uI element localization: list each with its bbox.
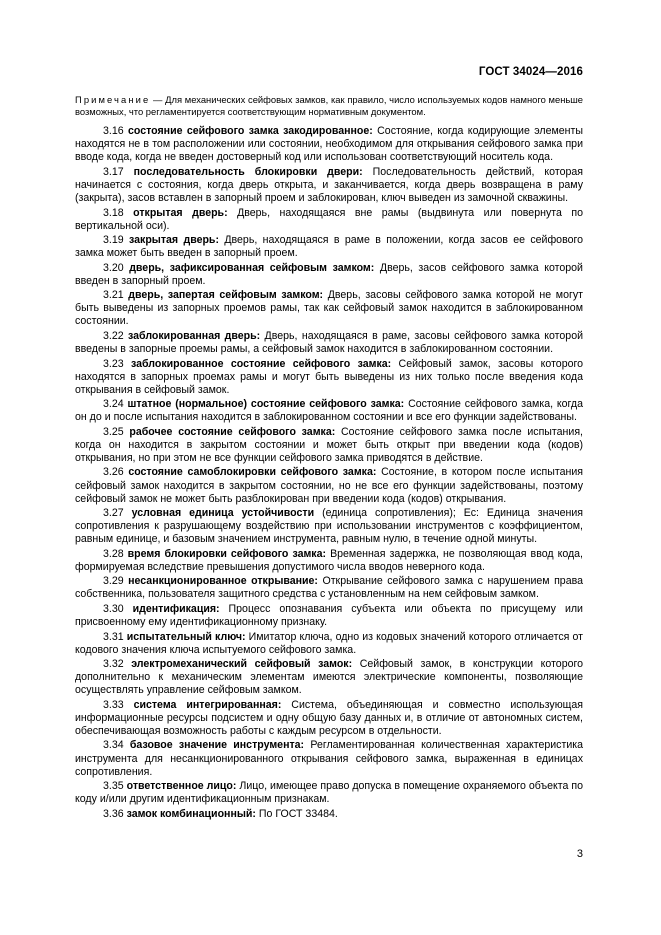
entry-definition: Лицо, имеющее право допуска в помещение охраняемого объекта по коду и/или другим идентификационным признакам. — [75, 780, 583, 806]
entry-term: состояние сейфового замка закодированное: — [128, 125, 373, 138]
entry-number: 3.28 — [103, 547, 124, 560]
definition-entry — [75, 166, 583, 205]
standard-number: ГОСТ 34024—2016 — [478, 66, 583, 78]
entry-definition: (единица сопротивления); Ес: Единица значения сопротивления к разрушающему воздействию при использовании инструментов с коэффициентом, равным единице, и базовым значением инструмента, равным нулю, в течение одной минуты. — [75, 507, 583, 546]
definition-entry — [75, 330, 583, 356]
entry-definition: Временная задержка, не позволяющая ввод кода, формируемая вследствие превышения допустимого числа вводов неверного кода. — [75, 547, 584, 573]
definition-entry — [75, 699, 583, 738]
entry-term: базовое значение инструмента: — [129, 739, 305, 752]
entry-term: несанкционированное открывание: — [128, 575, 318, 588]
entry-number: 3.19 — [103, 234, 124, 247]
entry-number: 3.27 — [103, 507, 124, 520]
definition-entry — [75, 358, 583, 397]
definitions-list — [75, 125, 583, 821]
entry-definition: Состояние сейфового замка после испытания, когда он находится в закрытом состоянии и может быть открыт при введении кода (кодов) открывания, но при этом не все функции сейфового замка приводятся в действие. — [75, 425, 583, 464]
entry-number: 3.20 — [103, 261, 124, 274]
definition-entry — [75, 234, 583, 260]
entry-term: закрытая дверь: — [129, 234, 219, 247]
entry-definition: Дверь, засов сейфового замка которой введен в запорный проем. — [75, 261, 583, 287]
definition-entry — [75, 289, 583, 328]
entry-term: идентификация: — [132, 602, 220, 615]
definition-entry — [75, 780, 583, 806]
definition-entry — [75, 658, 583, 697]
entry-number: 3.36 — [103, 807, 124, 820]
page-number: 3 — [576, 848, 583, 860]
entry-definition: Регламентированная количественная характеристика инструмента для несанкционированного открывания сейфового замка, выраженная в единицах сопротивления. — [75, 739, 584, 778]
entry-term: электромеханический сейфовый замок: — [131, 658, 353, 671]
definition-entry — [75, 398, 583, 424]
entry-term: дверь, зафиксированная сейфовым замком: — [129, 261, 375, 274]
entry-definition: Система, объединяющая и совместно использующая информационные ресурсы подсистем и одну общую базу данных и, в отличие от автономных систем, обеспечивающая возможность работы с каждым ресурсом в отдельности. — [75, 698, 583, 737]
entry-term: дверь, запертая сейфовым замком: — [128, 289, 324, 302]
entry-definition: Состояние, когда кодирующие элементы находятся не в том расположении или состоянии, необходимом для открывания сейфового замка при вводе кода, когда не введен достоверный код или использован соответствующий носитель кода. — [75, 125, 583, 164]
entry-number: 3.34 — [103, 739, 124, 752]
definition-entry — [75, 262, 583, 288]
entry-number: 3.16 — [103, 125, 124, 138]
definition-entry — [75, 631, 583, 657]
entry-definition: Открывание сейфового замка с нарушением права собственника, пользователя защитного средства с установленным на нем сейфовым замком. — [75, 575, 583, 601]
definition-entry — [75, 125, 583, 164]
entry-definition: Состояние, в котором после испытания сейфовый замок находится в закрытом состоянии, но не все его функции задействованы, поэтому сейфовый замок не может быть разблокирован при введении кода (кодов) открывания. — [75, 466, 584, 505]
entry-term: система интегрированная: — [133, 698, 282, 711]
document-body — [75, 94, 583, 822]
entry-definition: Дверь, находящаяся в раме в положении, когда засов ее сейфового замка может быть введен в запорный проем. — [75, 234, 583, 260]
definition-entry — [75, 207, 583, 233]
definition-entry — [75, 548, 583, 574]
entry-definition: Состояние сейфового замка, когда он до и после испытания находится в заблокированном состоянии и все его функции задействованы. — [75, 398, 584, 424]
entry-term: ответственное лицо: — [126, 780, 237, 793]
entry-term: рабочее состояние сейфового замка: — [129, 425, 336, 438]
entry-term: открытая дверь: — [133, 206, 228, 219]
note-paragraph — [75, 94, 583, 117]
note-text: — Для механических сейфовых замков, как правило, число используемых кодов намного меньше возможных, что регламентируется соответствующим нормативным документом. — [75, 94, 583, 117]
entry-number: 3.32 — [103, 658, 124, 671]
entry-number: 3.24 — [103, 398, 124, 411]
entry-definition: Дверь, находящаяся вне рамы (выдвинута или повернута по вертикальной оси). — [75, 206, 583, 232]
entry-number: 3.35 — [103, 780, 124, 793]
entry-definition: По ГОСТ 33484. — [258, 807, 338, 820]
entry-number: 3.17 — [103, 165, 124, 178]
entry-number: 3.22 — [103, 329, 124, 342]
definition-entry — [75, 466, 583, 505]
entry-number: 3.18 — [103, 206, 124, 219]
entry-number: 3.31 — [103, 630, 124, 643]
entry-definition: Сейфовый замок, засовы которого находятся в запорных проемах рамы и могут быть выведены из них только после введения кода открывания в сейфовый замок. — [75, 357, 584, 396]
definition-entry — [75, 575, 583, 601]
definition-entry — [75, 603, 583, 629]
entry-definition: Дверь, засовы сейфового замка которой не могут быть выведены из запорных проемов рамы, так как сейфовый замок находится в заблокированном состоянии. — [75, 289, 583, 328]
entry-definition: Процесс опознавания субъекта или объекта по присущему или присвоенному ему идентификационному признаку. — [75, 602, 583, 629]
entry-number: 3.30 — [103, 602, 124, 615]
entry-number: 3.21 — [103, 289, 124, 302]
entry-term: заблокированное состояние сейфового замка: — [131, 357, 392, 370]
entry-term: состояние самоблокировки сейфового замка: — [128, 466, 377, 479]
entry-number: 3.25 — [103, 425, 124, 438]
definition-entry — [75, 426, 583, 465]
entry-number: 3.26 — [103, 466, 124, 479]
definition-entry — [75, 808, 583, 821]
entry-term: замок комбинационный: — [126, 807, 256, 820]
entry-definition: Последовательность действий, которая начинается с состояния, когда дверь открыта, и заканчивается, когда дверь возвращена в раму (закрыта), засов вставлен в запорный проем и заблокирован, ключ выведен из замочной скважины. — [75, 165, 583, 205]
definition-entry — [75, 739, 583, 778]
entry-term: последовательность блокировки двери: — [133, 165, 363, 178]
entry-number: 3.23 — [103, 357, 124, 370]
entry-term: заблокированная дверь: — [128, 329, 261, 342]
definition-entry — [75, 507, 583, 546]
entry-number: 3.29 — [103, 575, 124, 588]
entry-term: испытательный ключ: — [126, 630, 246, 643]
entry-definition: Сейфовый замок, в конструкции которого дополнительно к механическим элементам имеются электрические компоненты, позволяющие осуществлять управление сейфовым замком. — [75, 658, 584, 697]
entry-term: штатное (нормальное) состояние сейфового замка: — [127, 398, 405, 411]
entry-definition: Имитатор ключа, одно из кодовых значений которого отличается от кодового значения ключа испытуемого сейфового замка. — [75, 630, 583, 656]
entry-number: 3.33 — [103, 698, 124, 711]
entry-definition: Дверь, находящаяся в раме, засовы сейфового замка которой введены в запорные проемы рамы, а сейфовый замок находится в заблокированном состоянии. — [75, 329, 584, 356]
note-label: Примечание — [75, 94, 151, 105]
entry-term: условная единица устойчивости — [131, 507, 315, 520]
entry-term: время блокировки сейфового замка: — [127, 547, 327, 560]
